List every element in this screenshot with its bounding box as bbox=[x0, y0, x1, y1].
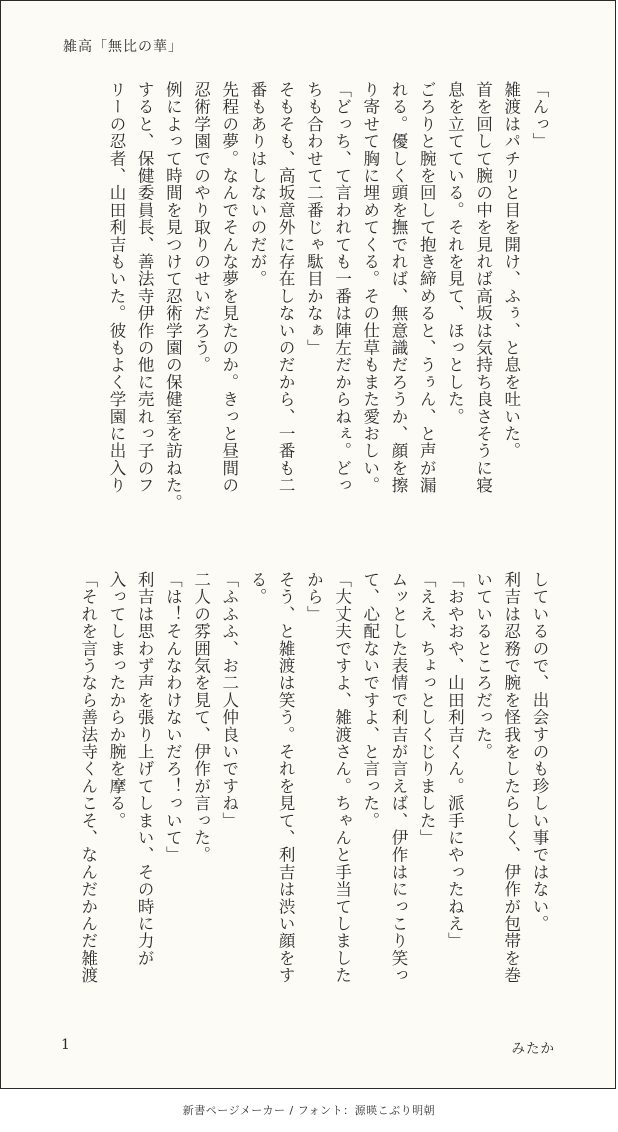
text-line: ムッとした表情で利吉が言えば、伊作はにっこり笑っ bbox=[388, 571, 408, 984]
text-line: 「んっ」 bbox=[530, 81, 549, 150]
generator-credit: 新書ページメーカー / フォント：源暎こぶり明朝 bbox=[182, 1104, 436, 1117]
text-line: 「おやおや、山田利吉くん。派手にやったねえ」 bbox=[445, 571, 465, 950]
text-line: 利吉は思わず声を張り上げてしまい、その時に力が bbox=[135, 571, 155, 967]
text-line: る。 bbox=[247, 571, 267, 606]
text-line: 「ふふふ、お二人仲良いですね」 bbox=[219, 571, 239, 829]
text-line: 「ええ、ちょっとしくじりました」 bbox=[417, 571, 437, 847]
page-number: 1 bbox=[61, 1037, 70, 1053]
page-title: 雑高「無比の華」 bbox=[63, 39, 183, 55]
text-line: ちも合わせて二番じゃ駄目かなぁ」 bbox=[304, 81, 324, 357]
text-line: ごろりと腕を回して抱き締めると、うぅん、と声が漏 bbox=[417, 81, 437, 494]
text-line: 雑渡はパチリと目を開け、ふぅ、と息を吐いた。 bbox=[501, 81, 521, 460]
text-line: そもそも、高坂意外に存在しないのだから、一番も二 bbox=[276, 81, 296, 494]
text-line: り寄せて胸に埋めてくる。その仕草もまた愛おしい。 bbox=[360, 81, 380, 494]
text-line: 二人の雰囲気を見て、伊作が言った。 bbox=[191, 571, 211, 864]
text-line: て、心配ないですよ、と言った。 bbox=[360, 571, 380, 829]
text-line: 「それを言うなら善法寺くんこそ、なんだかんだ雑渡 bbox=[78, 571, 98, 984]
text-line: リーの忍者、山田利吉もいた。彼もよく学園に出入り bbox=[106, 81, 126, 494]
text-line: 先程の夢。なんでそんな夢を見たのか。きっと昼間の bbox=[219, 81, 239, 494]
text-line: 首を回して腕の中を見れば高坂は気持ち良さそうに寝 bbox=[473, 81, 493, 494]
text-line: すると、保健委員長、善法寺伊作の他に売れっ子のフ bbox=[135, 81, 155, 494]
text-line: いているところだった。 bbox=[473, 571, 493, 761]
text-line: 「どっち、て言われても一番は陣左だからねぇ。どっ bbox=[332, 81, 352, 494]
text-line: 「は！そんなわけないだろ！っいて」 bbox=[163, 571, 183, 864]
upper-text-block bbox=[102, 81, 553, 516]
text-line: そう、と雑渡は笑う。それを見て、利吉は渋い顔をす bbox=[276, 571, 296, 984]
text-line: 番もありはしないのだが。 bbox=[247, 81, 267, 288]
text-line: しているので、出会すのも珍しい事ではない。 bbox=[530, 571, 549, 933]
author-name: みたか bbox=[511, 1041, 555, 1057]
text-line: 忍術学園でのやり取りのせいだろう。 bbox=[191, 81, 211, 374]
text-line: れる。優しく頭を撫でれば、無意識だろうか、顔を擦 bbox=[388, 81, 408, 494]
text-line: 息を立てている。それを見て、ほっとした。 bbox=[445, 81, 465, 425]
text-line: 入ってしまったからか腕を摩る。 bbox=[106, 571, 126, 829]
lower-text-block bbox=[74, 571, 553, 1006]
text-line: から」 bbox=[304, 571, 324, 623]
text-line: 利吉は忍務で腕を怪我をしたらしく、伊作が包帯を巻 bbox=[501, 571, 521, 984]
text-line: 「大丈夫ですよ、雑渡さん。ちゃんと手当てしました bbox=[332, 571, 352, 984]
text-line: 例によって時間を見つけて忍術学園の保健室を訪ねた。 bbox=[163, 81, 183, 511]
